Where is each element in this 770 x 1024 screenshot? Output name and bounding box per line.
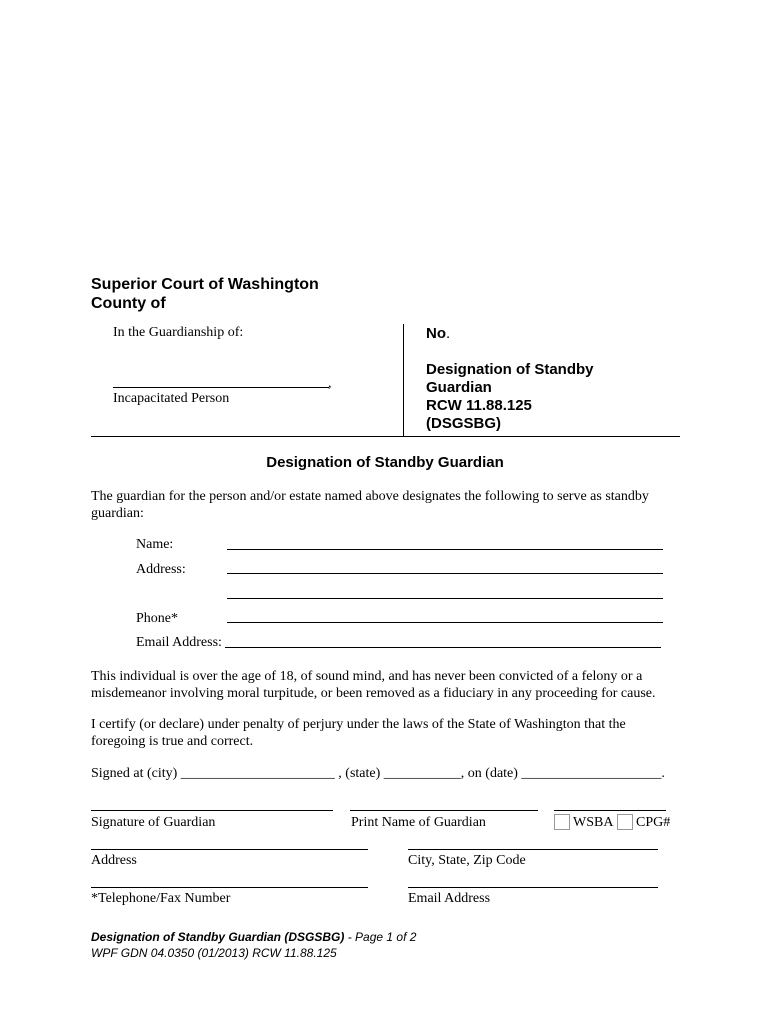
signature-line[interactable] [91,810,333,811]
guardian-address-line[interactable] [91,849,368,850]
footer-doc-title: Designation of Standby Guardian (DSGSBG) [91,930,345,944]
address-label: Address: [136,562,186,577]
cpg-label: CPG# [636,815,671,830]
city-state-zip-line[interactable] [408,849,658,850]
comma: , [328,376,332,391]
county-label: County of [91,295,166,312]
case-number-dot: . [446,325,451,342]
print-name-label: Print Name of Guardian [351,815,486,830]
footer-form-id: WPF GDN 04.0350 (01/2013) RCW 11.88.125 [91,946,337,960]
footer-page-number: - Page 1 of 2 [344,930,417,944]
wsba-checkbox[interactable] [554,814,570,830]
court-header [91,275,319,313]
guardian-email-line[interactable] [408,887,658,888]
city-state-zip-label: City, State, Zip Code [408,853,526,868]
cpg-checkbox[interactable] [617,814,633,830]
address-field-line2[interactable] [227,598,663,599]
incapacitated-person-label: Incapacitated Person [113,391,230,406]
guardian-email-label: Email Address [408,891,491,906]
certification-statement: I certify (or declare) under penalty of perjury under the laws of the State of Washington that the foregoing is true and correct. [91,717,626,749]
doc-title-line2: Guardian [426,379,492,396]
case-number[interactable] [426,325,450,342]
page-title: Designation of Standby Guardian [266,454,504,471]
name-label: Name: [136,537,174,552]
name-field[interactable] [227,549,663,550]
telephone-label: *Telephone/Fax Number [91,891,231,906]
wsba-cpg-line[interactable] [554,810,666,811]
footer-title [91,930,416,944]
doc-title-line1: Designation of Standby [426,361,594,378]
court-name: Superior Court of Washington [91,276,319,293]
phone-field[interactable] [227,622,663,623]
form-code: (DSGSBG) [426,415,501,432]
guardian-address-label: Address [91,853,137,868]
signed-at-line[interactable]: Signed at (city) ______________________ , (state) ___________, on (date) ____________________. [91,766,665,781]
guardianship-label: In the Guardianship of: [113,325,244,340]
eligibility-statement: This individual is over the age of 18, of sound mind, and has never been convicted of a felony or a misdemeanor involving moral turpitude, or been removed as a fiduciary in any proceeding for cause. [91,669,656,701]
incapacitated-person-line[interactable] [113,387,329,388]
wsba-label: WSBA [573,815,614,830]
address-field-line1[interactable] [227,573,663,574]
phone-label: Phone* [136,611,178,626]
email-field[interactable] [225,647,661,648]
telephone-line[interactable] [91,887,368,888]
caption-vertical-rule [403,324,404,437]
document-title-block [426,361,594,433]
signature-label: Signature of Guardian [91,815,216,830]
intro-paragraph: The guardian for the person and/or estate named above designates the following to serve as standby guardian: [91,489,649,521]
case-number-label: No [426,325,446,342]
caption-horizontal-rule [91,436,680,437]
rcw-citation: RCW 11.88.125 [426,397,532,414]
print-name-line[interactable] [350,810,538,811]
email-label: Email Address: [136,635,222,650]
